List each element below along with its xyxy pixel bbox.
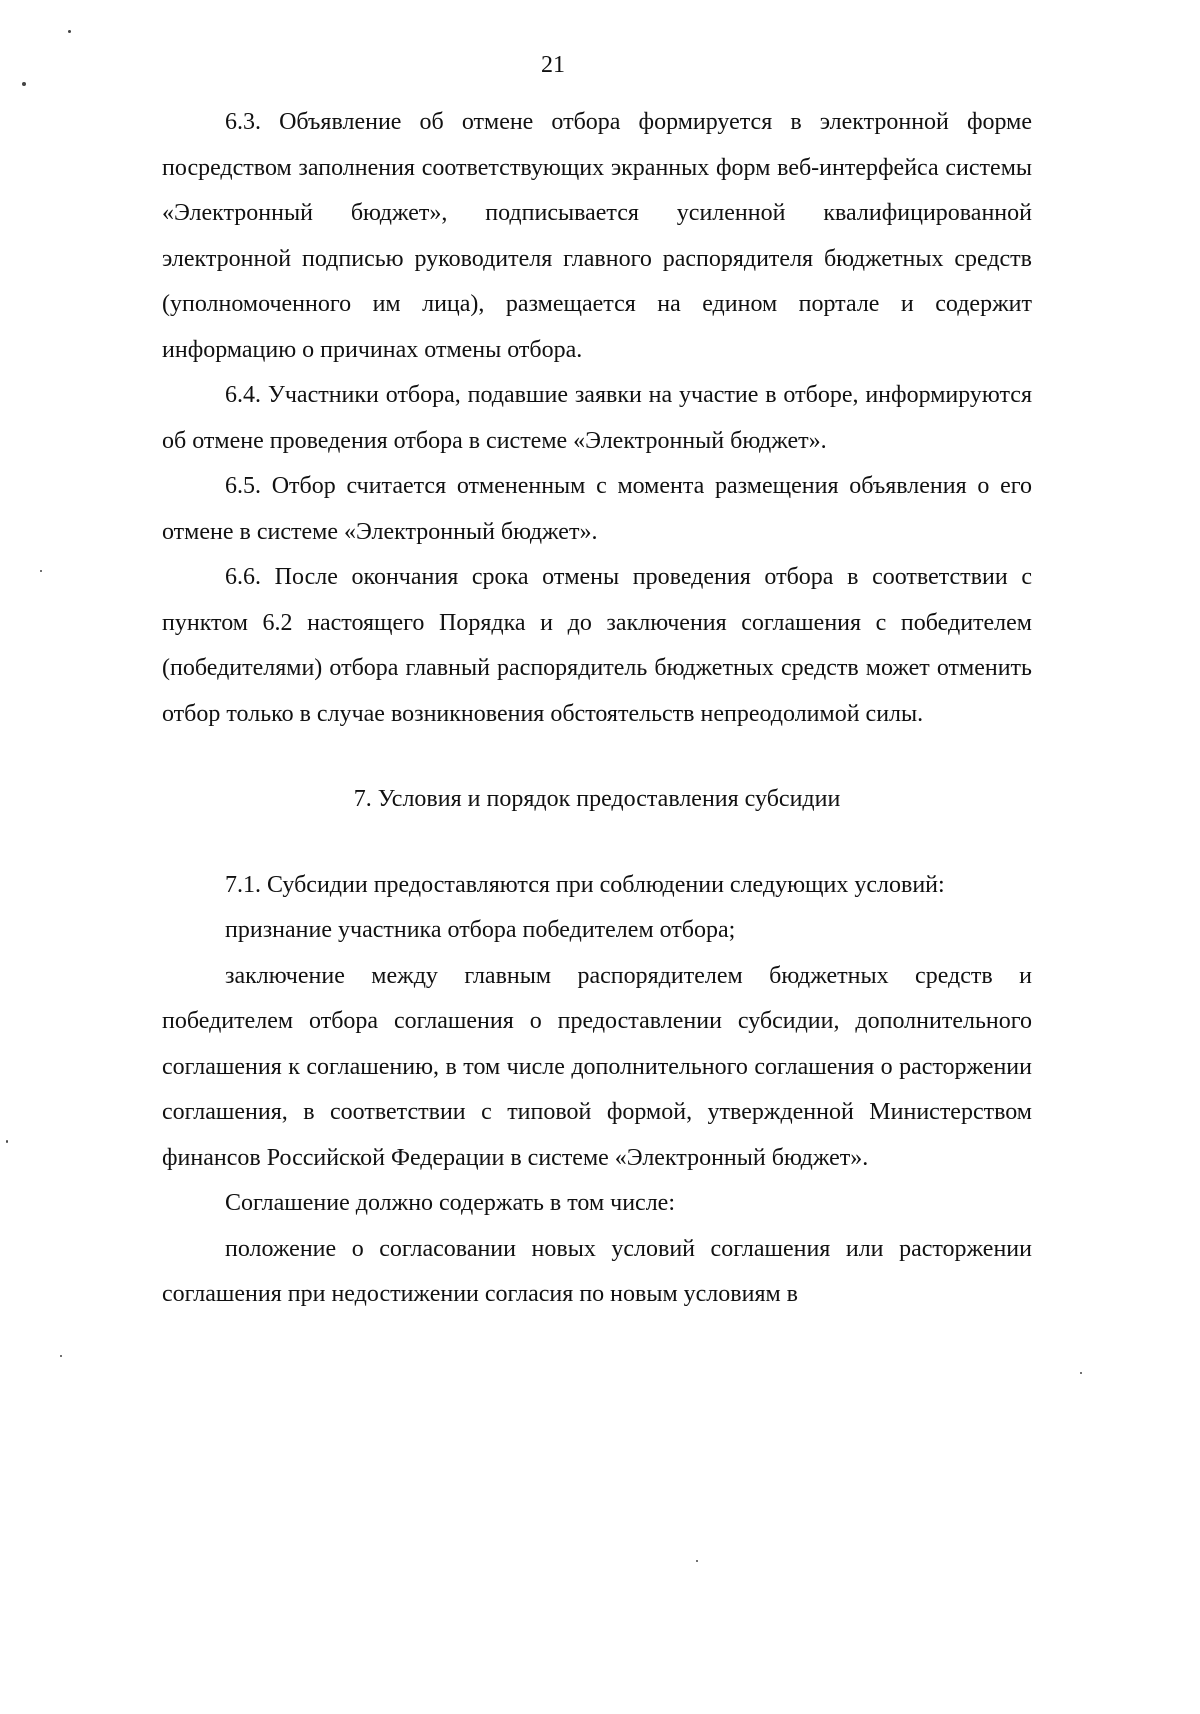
scan-speck	[22, 82, 26, 86]
scan-speck	[696, 1560, 698, 1562]
scan-speck	[40, 570, 42, 572]
paragraph-6-6: 6.6. После окончания срока отмены проведения отбора в соответствии с пунктом 6.2 настоящего Порядка и до заключения соглашения с победителем (победителями) отбора главный распорядитель бюджетных средств может отменить отбор только в случае возникновения обстоятельств непреодолимой силы.	[162, 564, 1032, 727]
scan-speck	[1080, 1372, 1082, 1374]
page-number: 21	[541, 52, 565, 78]
agreement-provision-new-terms: положение о согласовании новых условий соглашения или расторжении соглашения при недостижении согласия по новым условиям в	[162, 1235, 1032, 1307]
document-body	[162, 100, 1032, 1318]
section-7-heading: 7. Условия и порядок предоставления субсидии	[353, 786, 841, 812]
paragraph-6-4: 6.4. Участники отбора, подавшие заявки на участие в отборе, информируются об отмене проведения отбора в системе «Электронный бюджет».	[162, 382, 1032, 454]
paragraph-6-5: 6.5. Отбор считается отмененным с момента размещения объявления о его отмене в системе «Электронный бюджет».	[162, 473, 1032, 545]
scan-speck	[68, 30, 71, 33]
agreement-contents-intro: Соглашение должно содержать в том числе:	[225, 1190, 675, 1216]
condition-recognition: признание участника отбора победителем отбора;	[225, 917, 736, 943]
scan-speck	[6, 1140, 8, 1143]
scan-speck	[60, 1355, 62, 1357]
paragraph-6-3: 6.3. Объявление об отмене отбора формируется в электронной форме посредством заполнения соответствующих экранных форм веб-интерфейса системы «Электронный бюджет», подписывается усиленной квалифицированной электронной подписью руководителя главного распорядителя бюджетных средств (уполномоченного им лица), размещается на едином портале и содержит информацию о причинах отмены отбора.	[162, 109, 1032, 363]
condition-agreement: заключение между главным распорядителем бюджетных средств и победителем отбора соглашения о предоставлении субсидии, дополнительного соглашения к соглашению, в том числе дополнительного соглашения о расторжении соглашения, в соответствии с типовой формой, утвержденной Министерством финансов Российской Федерации в системе «Электронный бюджет».	[162, 962, 1032, 1171]
paragraph-7-1: 7.1. Субсидии предоставляются при соблюдении следующих условий:	[225, 871, 945, 898]
